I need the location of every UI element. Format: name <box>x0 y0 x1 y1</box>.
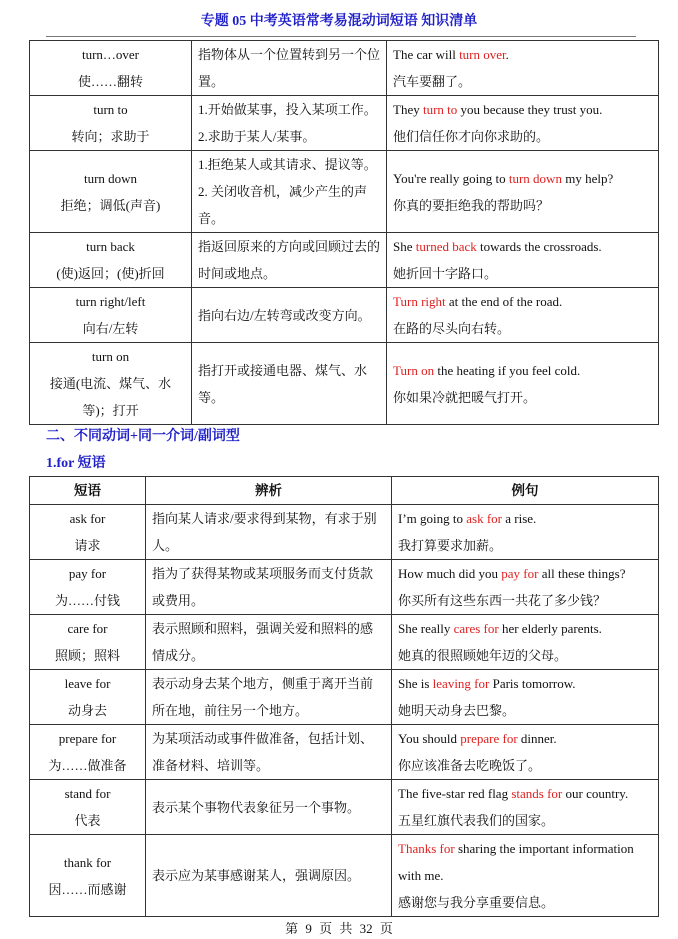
example-text: towards the crossroads. <box>476 239 602 254</box>
phrase-cell <box>30 615 146 670</box>
table-row <box>30 96 659 151</box>
phrase-meaning: 为……做准备 <box>48 758 127 773</box>
table-row <box>30 780 659 835</box>
phrase-meaning: 动身去 <box>67 703 107 718</box>
example-chinese: 你应该准备去吃晚饭了。 <box>398 758 542 773</box>
phrase-english: turn back <box>86 239 135 254</box>
phrase-meaning: 向右/左转 <box>82 321 139 336</box>
example-highlight: stands for <box>511 786 563 801</box>
analysis-cell <box>192 96 387 151</box>
table-row <box>30 670 659 725</box>
analysis-text: 表示照顾和照料，强调关爱和照料的感情成分。 <box>152 621 374 663</box>
section-heading: 二、不同动词+同一介词/副词型 <box>46 429 240 444</box>
example-text: our country. <box>562 786 629 801</box>
analysis-cell <box>146 670 392 725</box>
phrase-cell <box>30 96 192 151</box>
phrase-cell <box>30 288 192 343</box>
example-english <box>393 357 652 384</box>
example-text: . <box>505 47 509 62</box>
analysis-cell <box>146 725 392 780</box>
example-text: the heating if you feel cold. <box>434 362 581 378</box>
example-cell <box>387 233 659 288</box>
example-english <box>393 288 652 315</box>
example-text: The five-star red flag <box>398 786 512 801</box>
example-chinese: 汽车要翻了。 <box>393 74 472 89</box>
phrase-cell <box>30 41 192 96</box>
example-chinese: 你如果冷就把暖气打开。 <box>393 389 537 405</box>
analysis-text: 1.开始做某事，投入某项工作。 <box>198 102 377 117</box>
example-cell <box>392 615 659 670</box>
phrase-cell <box>30 151 192 233</box>
example-cell <box>392 670 659 725</box>
example-text: She <box>393 239 416 254</box>
header-divider <box>46 36 636 37</box>
example-chinese: 我打算要求加薪。 <box>398 538 503 553</box>
analysis-text: 指打开或接通电器、煤气、水等。 <box>198 362 368 405</box>
table-row <box>30 725 659 780</box>
phrase-meaning: 使……翻转 <box>77 74 143 89</box>
analysis-cell <box>146 835 392 917</box>
phrase-cell <box>30 233 192 288</box>
analysis-text: 表示应为某事感谢某人，强调原因。 <box>152 868 361 883</box>
example-text: They <box>393 102 423 117</box>
example-highlight: turn over <box>459 47 506 62</box>
analysis-cell <box>146 560 392 615</box>
example-text: dinner. <box>517 731 557 746</box>
example-text: Paris tomorrow. <box>489 676 576 691</box>
example-chinese: 她真的很照顾她年迈的父母。 <box>398 648 568 663</box>
example-english <box>398 725 652 752</box>
phrase-meaning: 接通(电流、煤气、水等)；打开 <box>49 376 172 418</box>
analysis-text: 指为了获得某物或某项服务而支付货款或费用。 <box>152 566 374 608</box>
example-chinese: 她折回十字路口。 <box>393 266 498 281</box>
table-row <box>30 615 659 670</box>
phrase-english: pay for <box>68 566 107 581</box>
example-highlight: ask for <box>466 511 502 526</box>
example-text: at the end of the road. <box>445 294 563 309</box>
example-cell <box>392 835 659 917</box>
phrase-meaning: 转向；求助于 <box>71 129 150 144</box>
subsection-heading: 1.for 短语 <box>46 456 106 471</box>
phrase-meaning: 拒绝；调低(声音) <box>60 197 161 213</box>
example-highlight: Turn right <box>393 294 446 309</box>
example-text: I’m going to <box>398 511 467 526</box>
analysis-text: 表示动身去某个地方，侧重于离开当前所在地，前往另一个地方。 <box>152 676 374 718</box>
example-highlight: turned back <box>415 239 477 254</box>
analysis-text: 指返回原来的方向或回顾过去的时间或地点。 <box>198 239 381 281</box>
header-phrase: 短语 <box>30 477 146 505</box>
table-row <box>30 41 659 96</box>
example-highlight: leaving for <box>432 676 490 691</box>
phrase-cell <box>30 780 146 835</box>
analysis-text: 为某项活动或事件做准备，包括计划、准备材料、培训等。 <box>152 731 374 773</box>
phrase-meaning: 因……而感谢 <box>48 881 127 897</box>
example-highlight: prepare for <box>460 731 518 746</box>
example-cell <box>387 96 659 151</box>
analysis-text: 表示某个事物代表象征另一个事物。 <box>152 799 361 815</box>
analysis-cell <box>192 151 387 233</box>
phrase-english: turn…over <box>81 47 140 62</box>
example-cell <box>392 560 659 615</box>
analysis-text: 2.求助于某人/某事。 <box>198 129 316 144</box>
page-number: 第 9 页 共 32 页 <box>285 921 393 936</box>
phrase-meaning: 代表 <box>74 813 101 828</box>
example-chinese: 她明天动身去巴黎。 <box>398 703 516 718</box>
phrase-cell <box>30 505 146 560</box>
example-cell <box>387 151 659 233</box>
example-english <box>393 96 652 123</box>
analysis-cell <box>192 41 387 96</box>
example-text: sharing the important information with me. <box>398 841 634 883</box>
analysis-cell <box>146 780 392 835</box>
example-text: my help? <box>561 170 614 186</box>
example-highlight: Thanks for <box>398 841 455 856</box>
example-text: you because they trust you. <box>457 102 603 117</box>
analysis-text: 指向某人请求/要求得到某物，有求于别人。 <box>152 511 377 553</box>
analysis-cell <box>192 233 387 288</box>
phrase-english: stand for <box>64 786 111 801</box>
example-cell <box>392 505 659 560</box>
analysis-cell <box>146 505 392 560</box>
example-highlight: pay for <box>501 566 539 581</box>
table-row <box>30 151 659 233</box>
analysis-text: 指物体从一个位置转到另一个位置。 <box>198 47 381 89</box>
analysis-text: 1.拒绝某人或其请求、提议等。 <box>198 157 377 172</box>
example-english <box>393 165 652 192</box>
analysis-text: 指向右边/左转弯或改变方向。 <box>198 307 371 323</box>
phrase-english: care for <box>67 621 108 636</box>
example-highlight: Turn on <box>393 362 435 378</box>
table-header-row <box>30 477 659 505</box>
table-row <box>30 505 659 560</box>
example-cell <box>392 780 659 835</box>
for-phrases-table <box>29 476 659 917</box>
example-chinese: 你买所有这些东西一共花了多少钱？ <box>398 593 607 608</box>
phrase-cell <box>30 343 192 425</box>
analysis-cell <box>146 615 392 670</box>
table-row <box>30 560 659 615</box>
table-row <box>30 288 659 343</box>
phrase-english: turn down <box>83 170 138 186</box>
phrase-english: turn on <box>91 349 130 364</box>
phrase-cell <box>30 835 146 917</box>
phrase-cell <box>30 670 146 725</box>
example-english <box>398 615 652 642</box>
example-text: all these things? <box>538 566 626 581</box>
example-english <box>398 835 652 889</box>
example-text: You're really going to <box>393 170 509 186</box>
phrase-english: thank for <box>63 854 112 870</box>
phrase-meaning: (使)返回；(使)折回 <box>56 266 165 281</box>
example-chinese: 感谢您与我分享重要信息。 <box>398 895 555 910</box>
example-cell <box>387 343 659 425</box>
phrase-meaning: 照顾；照料 <box>54 648 120 663</box>
example-text: She really <box>398 621 454 636</box>
example-highlight: turn down <box>508 170 562 186</box>
example-english <box>398 505 652 532</box>
example-chinese: 五星红旗代表我们的国家。 <box>398 813 555 828</box>
analysis-cell <box>192 343 387 425</box>
table-row <box>30 343 659 425</box>
example-english <box>398 780 652 807</box>
example-cell <box>387 41 659 96</box>
phrase-english: turn right/left <box>75 294 146 309</box>
example-highlight: cares for <box>453 621 499 636</box>
header-example: 例句 <box>392 477 659 505</box>
phrase-meaning: 为……付钱 <box>54 593 120 608</box>
page-title: 专题 05 中考英语常考易混动词短语 知识清单 <box>200 14 478 29</box>
example-chinese: 他们信任你才向你求助的。 <box>393 129 550 144</box>
phrase-cell <box>30 725 146 780</box>
example-text: The car will <box>393 47 460 62</box>
table-row <box>30 835 659 917</box>
turn-phrases-table <box>29 40 659 425</box>
phrase-cell <box>30 560 146 615</box>
example-highlight: turn to <box>422 102 458 117</box>
header-analysis: 辨析 <box>146 477 392 505</box>
example-chinese: 在路的尽头向右转。 <box>393 321 511 336</box>
analysis-text: 2. 关闭收音机，减少产生的声音。 <box>198 184 368 226</box>
example-text: She is <box>398 676 433 691</box>
example-text: How much did you <box>398 566 502 581</box>
example-text: You should <box>398 731 461 746</box>
phrase-english: ask for <box>69 511 106 526</box>
example-text: a rise. <box>502 511 537 526</box>
table-row <box>30 233 659 288</box>
example-english <box>398 560 652 587</box>
phrase-english: leave for <box>64 676 111 691</box>
example-cell <box>387 288 659 343</box>
phrase-english: prepare for <box>58 731 117 746</box>
example-english <box>393 41 652 68</box>
example-english <box>398 670 652 697</box>
example-cell <box>392 725 659 780</box>
analysis-cell <box>192 288 387 343</box>
example-english <box>393 233 652 260</box>
phrase-meaning: 请求 <box>74 538 101 553</box>
example-text: her elderly parents. <box>498 621 602 636</box>
example-chinese: 你真的要拒绝我的帮助吗？ <box>393 197 550 213</box>
phrase-english: turn to <box>93 102 128 117</box>
